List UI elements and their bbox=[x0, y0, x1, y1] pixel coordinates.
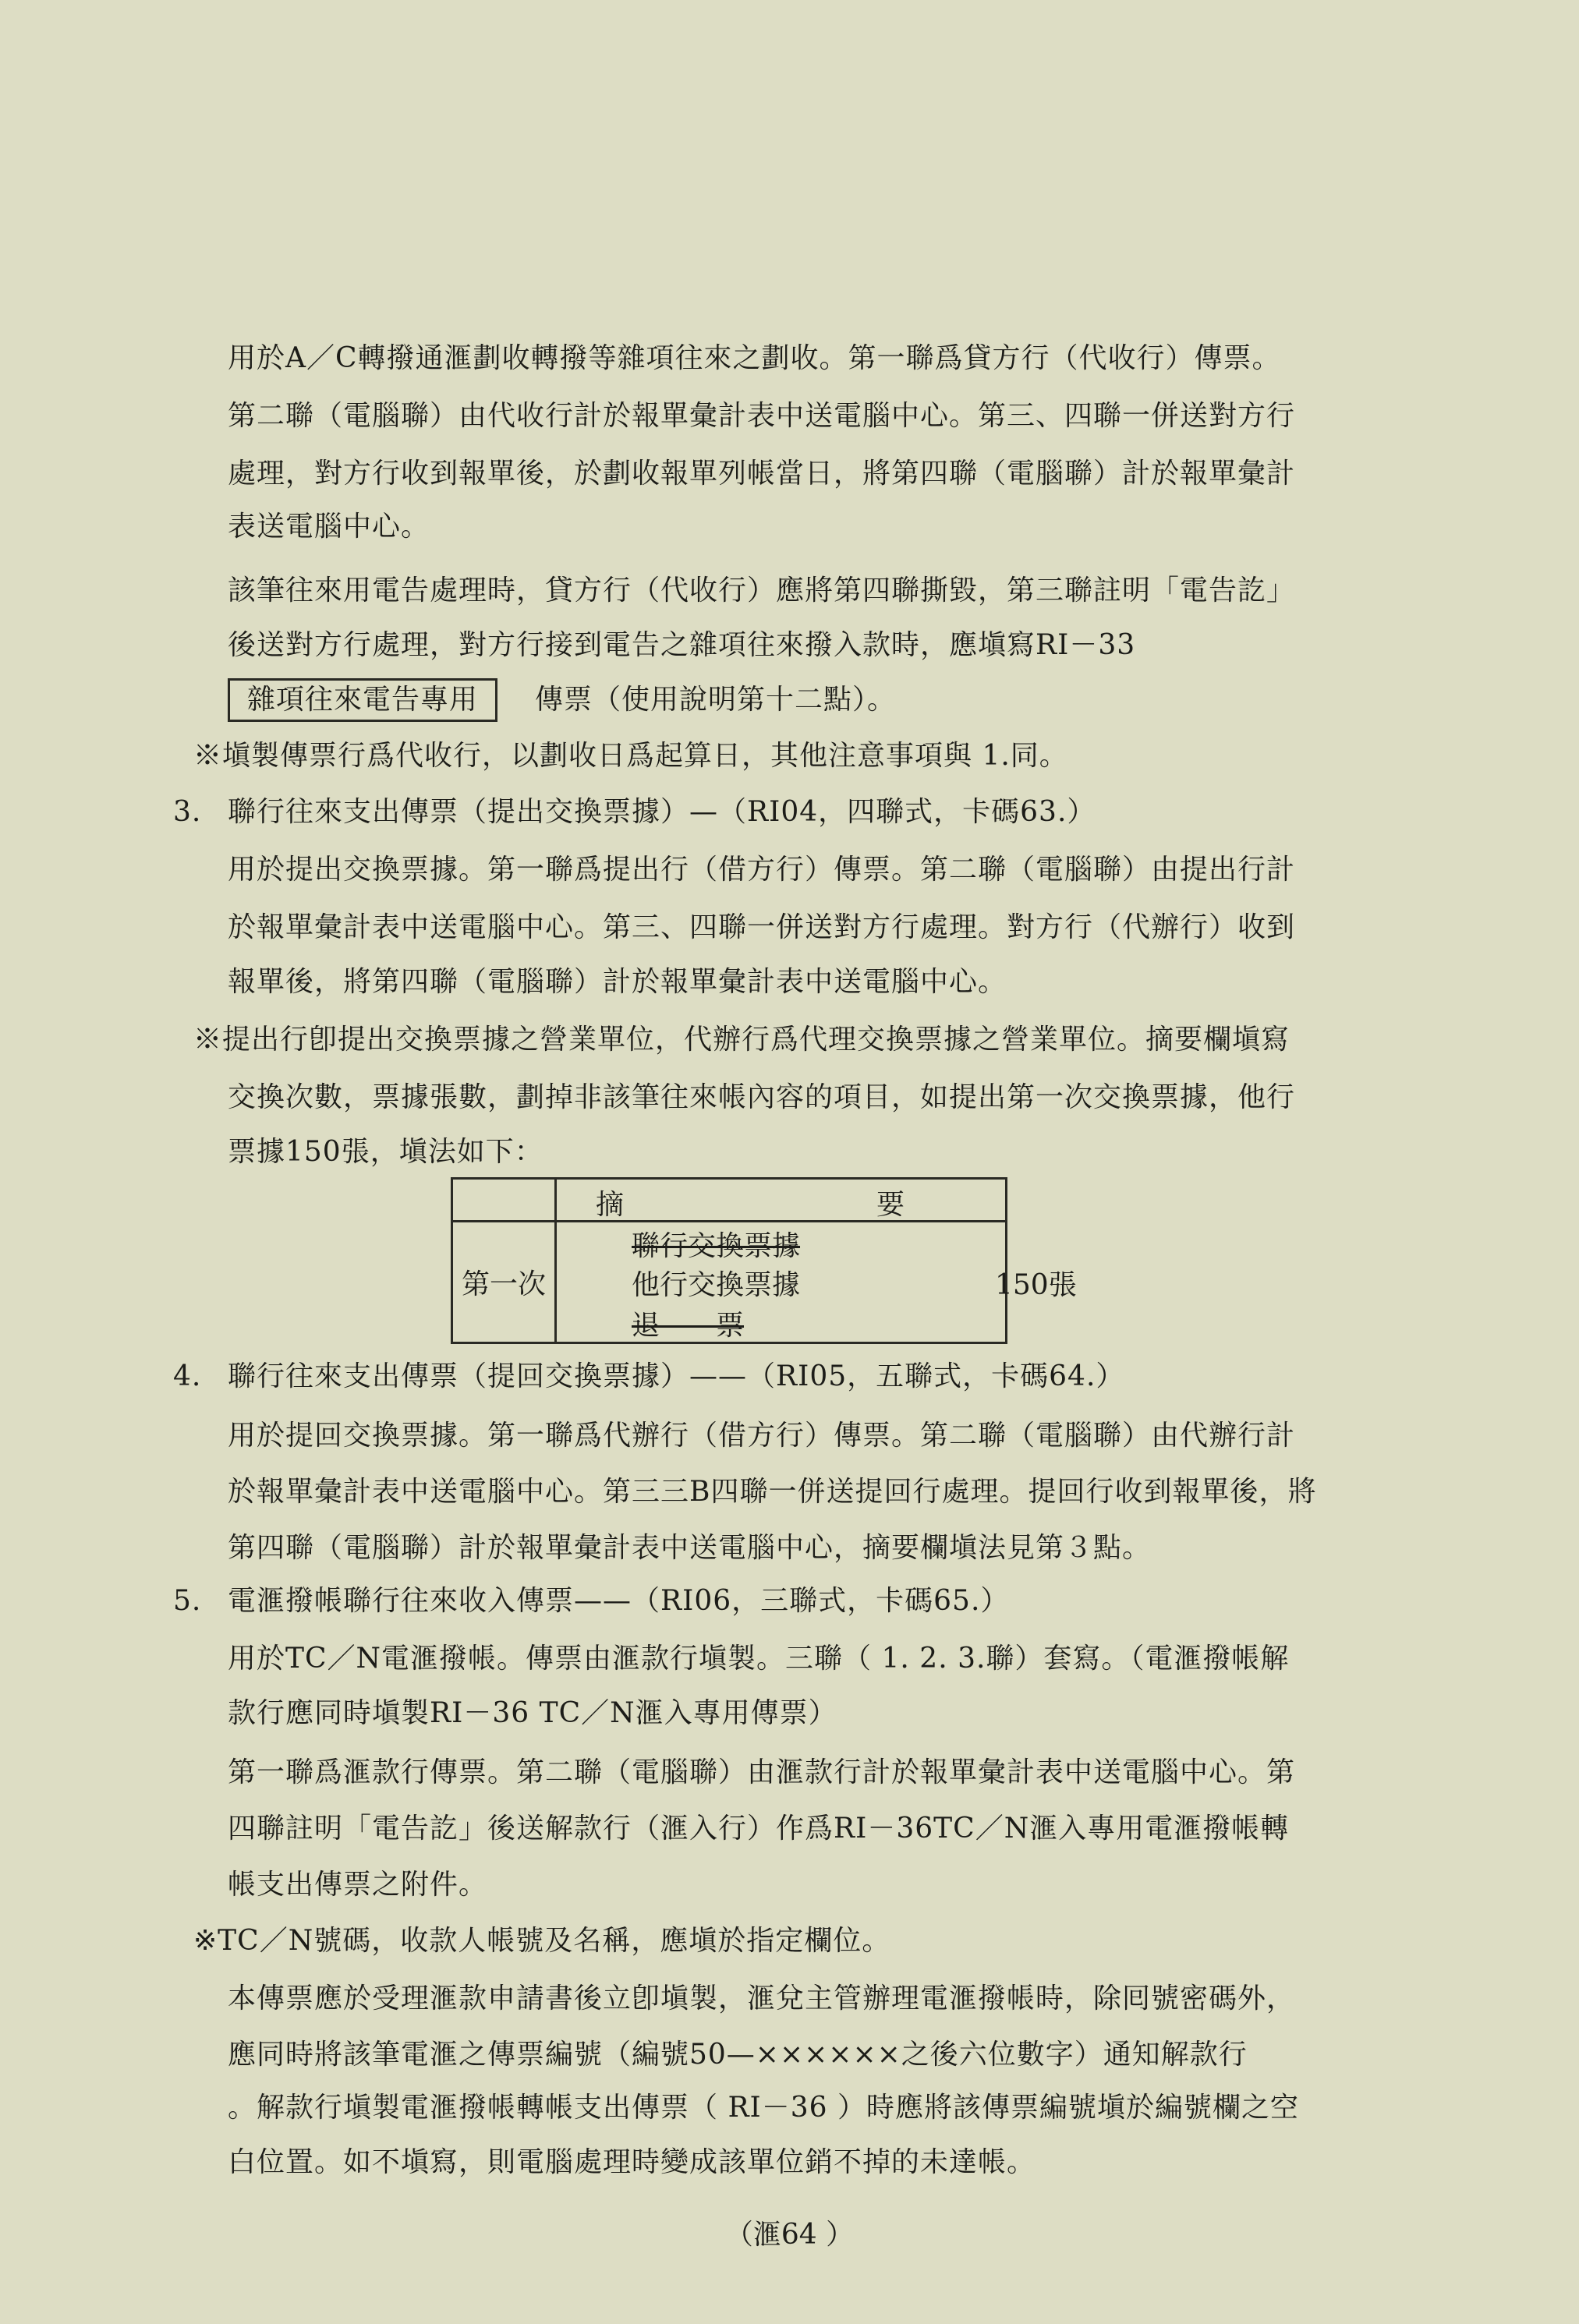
line-text: 第二聯（電腦聯）由代收行計於報單彙計表中送電腦中心。第三、四聯一併送對方行 bbox=[228, 400, 1296, 432]
line-text: 票據150張，塡法如下： bbox=[228, 1136, 543, 1168]
text-line bbox=[228, 1079, 1295, 1116]
line-text: 第四聯（電腦聯）計於報單彙計表中送電腦中心，摘要欄塡法見第３點。 bbox=[228, 1532, 1152, 1564]
section-number: 3. bbox=[173, 796, 202, 828]
section-heading bbox=[173, 1358, 1124, 1395]
table-item-3: 退 票 bbox=[632, 1310, 745, 1342]
text-line bbox=[228, 455, 1295, 493]
note-line bbox=[193, 738, 1068, 775]
text-line bbox=[228, 1640, 1289, 1678]
line-text: 於報單彙計表中送電腦中心。第三三B四聯一併送提回行處理。提回行收到報單後，將 bbox=[228, 1476, 1317, 1508]
boxed-line bbox=[228, 678, 896, 722]
section-heading bbox=[173, 794, 1096, 831]
text-line bbox=[228, 2089, 1299, 2127]
text-line bbox=[228, 1810, 1289, 1848]
text-line bbox=[228, 508, 430, 546]
table-row-label: 第一次 bbox=[452, 1222, 556, 1343]
line-text: 第一聯爲滙款行傳票。第二聯（電腦聯）由滙款行計於報單彙計表中送電腦中心。第 bbox=[228, 1756, 1296, 1788]
line-text: ※TC／N號碼，收款人帳號及名稱，應塡於指定欄位。 bbox=[193, 1925, 891, 1957]
note-line bbox=[193, 1923, 890, 1960]
text-line bbox=[228, 851, 1295, 889]
table-item-1: 聯行交換票據 bbox=[632, 1230, 801, 1262]
line-text: 用於提出交換票據。第一聯爲提出行（借方行）傳票。第二聯（電腦聯）由提出行計 bbox=[228, 854, 1296, 886]
line-text: 用於TC／N電滙撥帳。傳票由滙款行塡製。三聯（ 1. 2. 3.聯）套寫。（電滙撥帳解 bbox=[228, 1643, 1290, 1675]
table-item-2-count: 150張 bbox=[995, 1269, 1077, 1301]
line-text: 處理，對方行收到報單後，於劃收報單列帳當日，將第四聯（電腦聯）計於報單彙計 bbox=[228, 458, 1296, 490]
table-header-left bbox=[452, 1179, 556, 1222]
line-text: 聯行往來支出傳票（提出交換票據）—（RI04，四聯式，卡碼63.） bbox=[228, 796, 1096, 828]
line-text: 。解款行塡製電滙撥帳轉帳支出傳票（ RI－36 ）時應將該傳票編號塡於編號欄之空 bbox=[228, 2092, 1300, 2124]
line-text: 報單後，將第四聯（電腦聯）計於報單彙計表中送電腦中心。 bbox=[228, 966, 1007, 998]
text-line bbox=[228, 1754, 1295, 1792]
text-line bbox=[228, 1980, 1295, 2018]
line-text: ※塡製傳票行爲代收行，以劃收日爲起算日，其他注意事項與 1.同。 bbox=[193, 740, 1068, 772]
table-item-2: 他行交換票據 bbox=[632, 1269, 801, 1301]
text-line bbox=[228, 1695, 837, 1732]
line-text: 聯行往來支出傳票（提回交換票據）——（RI05，五聯式，卡碼64.） bbox=[228, 1360, 1125, 1392]
table-header-summary bbox=[556, 1179, 1007, 1222]
line-text: 款行應同時塡製RI－36 TC／N滙入專用傳票） bbox=[228, 1697, 837, 1729]
line-text: 白位置。如不塡寫，則電腦處理時變成該單位銷不掉的未達帳。 bbox=[228, 2146, 1036, 2178]
page-number: （滙64 ） bbox=[724, 2219, 855, 2251]
table-header-b: 要 bbox=[876, 1189, 905, 1221]
text-line bbox=[228, 340, 1281, 377]
line-text: 本傳票應於受理滙款申請書後立卽塡製，滙兌主管辦理電滙撥帳時，除囘號密碼外， bbox=[228, 1983, 1296, 2014]
line-text: 於報單彙計表中送電腦中心。第三、四聯一併送對方行處理。對方行（代辦行）收到 bbox=[228, 911, 1296, 943]
text-line bbox=[228, 1530, 1151, 1567]
summary-table bbox=[451, 1177, 1077, 1344]
boxed-label: 雜項往來電告專用 bbox=[228, 678, 497, 722]
text-line bbox=[228, 2036, 1248, 2074]
line-text: 四聯註明「電告訖」後送解款行（滙入行）作爲RI－36TC／N滙入專用電滙撥帳轉 bbox=[228, 1813, 1290, 1845]
line-text: 表送電腦中心。 bbox=[228, 511, 430, 543]
table-row-body bbox=[556, 1222, 1077, 1343]
note-line bbox=[193, 1021, 1290, 1059]
text-line bbox=[228, 1134, 543, 1171]
line-text: 該筆往來用電告處理時，貸方行（代收行）應將第四聯撕毀，第三聯註明「電告訖」 bbox=[228, 575, 1296, 607]
line-text: 用於A／C轉撥通滙劃收轉撥等雜項往來之劃收。第一聯爲貸方行（代收行）傳票。 bbox=[228, 342, 1281, 374]
text-line bbox=[228, 909, 1295, 946]
section-heading bbox=[173, 1583, 1009, 1620]
text-line bbox=[228, 964, 1007, 1001]
text-line bbox=[228, 2144, 1036, 2181]
text-line bbox=[228, 1473, 1316, 1511]
section-number: 4. bbox=[173, 1360, 202, 1392]
line-text: 用於提回交換票據。第一聯爲代辦行（借方行）傳票。第二聯（電腦聯）由代辦行計 bbox=[228, 1420, 1296, 1452]
text-line bbox=[228, 1866, 487, 1904]
line-text: 帳支出傳票之附件。 bbox=[228, 1869, 488, 1901]
line-text: 後送對方行處理，對方行接到電告之雜項往來撥入款時，應塡寫RI－33 bbox=[228, 629, 1136, 661]
line-text: 交換次數，票據張數，劃掉非該筆往來帳內容的項目，如提出第一次交換票據，他行 bbox=[228, 1081, 1296, 1113]
text-line bbox=[228, 1417, 1295, 1455]
section-number: 5. bbox=[173, 1585, 202, 1617]
text-line bbox=[228, 398, 1295, 435]
line-text: 電滙撥帳聯行往來收入傳票——（RI06，三聯式，卡碼65.） bbox=[228, 1585, 1010, 1617]
text-line bbox=[228, 627, 1135, 664]
text-line bbox=[228, 572, 1295, 610]
line-text: 應同時將該筆電滙之傳票編號（編號50—××××××之後六位數字）通知解款行 bbox=[228, 2039, 1248, 2071]
table-header-a: 摘 bbox=[596, 1189, 625, 1221]
line-text: ※提出行卽提出交換票據之營業單位，代辦行爲代理交換票據之營業單位。摘要欄塡寫 bbox=[193, 1024, 1290, 1056]
boxed-line-rest: 傳票（使用說明第十二點）。 bbox=[535, 684, 897, 716]
